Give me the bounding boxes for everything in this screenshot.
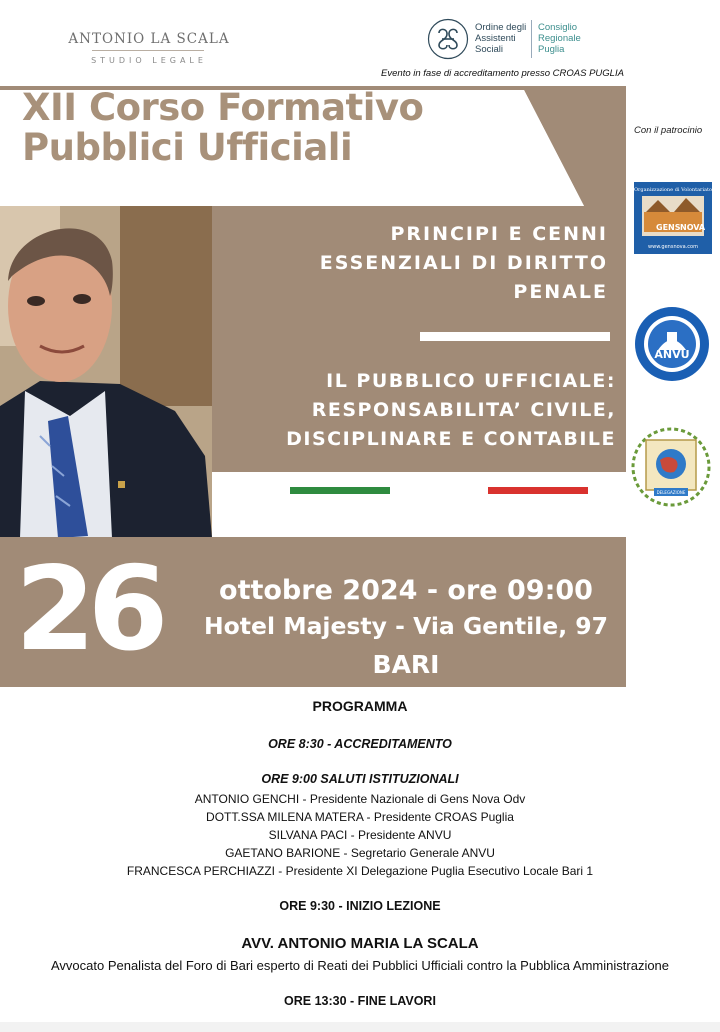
patronage-label: Con il patrocinio (634, 125, 703, 136)
order-name (475, 22, 526, 55)
program-greetings-title: ORE 9:00 SALUTI ISTITUZIONALI (261, 772, 459, 786)
greeting-line: SILVANA PACI - Presidente ANVU (268, 828, 452, 842)
greeting-line: DOTT.SSA MILENA MATERA - Presidente CROAS Puglia (206, 810, 514, 824)
course-title-line-2: Pubblici Ufficiali (22, 126, 353, 169)
event-day: 26 (15, 542, 161, 677)
firm-subtitle: STUDIO LEGALE (91, 56, 207, 65)
topic-one (320, 220, 608, 307)
firm-name: ANTONIO LA SCALA (68, 31, 230, 47)
event-city: BARI (372, 650, 440, 679)
gens-nova-word-1: GENS (656, 223, 681, 232)
topic-one-line-3: PENALE (513, 281, 608, 303)
speaker-description: Avvocato Penalista del Foro di Bari esperto di Reati dei Pubblici Ufficiali contro la Pubblica Amministrazione (50, 958, 670, 973)
event-date-time: ottobre 2024 - ore 09:00 (219, 575, 593, 606)
topic-two (286, 367, 616, 454)
firm-divider (92, 50, 204, 51)
header-separator (531, 20, 532, 58)
topic-two-line-2: RESPONSABILITA’ CIVILE, (311, 399, 616, 421)
event-venue: Hotel Majesty - Via Gentile, 97 (203, 612, 609, 640)
gens-nova-url: www.gensnova.com (648, 244, 698, 250)
council-line-3: Puglia (538, 44, 565, 55)
course-title-line-1: XII Corso Formativo (22, 86, 424, 129)
topic-divider (420, 332, 610, 341)
page-footer-strip (0, 1022, 720, 1032)
council-line-1: Consiglio (538, 22, 578, 33)
speaker-photo (0, 206, 212, 538)
greeting-line: ANTONIO GENCHI - Presidente Nazionale di Gens Nova Odv (194, 792, 526, 806)
council-name (538, 22, 581, 55)
gens-nova-tagline: Organizzazione di Volontariato (634, 187, 712, 193)
flag-red-stripe (488, 487, 588, 494)
gens-nova-word-2: NOVA (680, 223, 706, 232)
topic-two-line-1: IL PUBBLICO UFFICIALE: (326, 370, 616, 392)
anvu-logo-icon (634, 306, 710, 382)
topic-one-line-2: ESSENZIALI DI DIRITTO (319, 252, 608, 274)
flag-green-stripe (290, 487, 390, 494)
order-line-3: Sociali (475, 44, 503, 55)
accreditation-note: Evento in fase di accreditamento presso CROAS PUGLIA (381, 68, 624, 79)
delegation-logo-icon (630, 426, 712, 508)
topic-one-line-1: PRINCIPI E CENNI (390, 223, 608, 245)
gens-nova-logo-icon (634, 182, 712, 254)
speaker-name: AVV. ANTONIO MARIA LA SCALA (241, 935, 479, 952)
order-line-1: Ordine degli (475, 22, 527, 33)
greeting-line: GAETANO BARIONE - Segretario Generale ANVU (225, 846, 495, 860)
assistenti-sociali-logo-icon (427, 18, 469, 60)
order-line-2: Assistenti (475, 33, 516, 44)
program-lesson-start: ORE 9:30 - INIZIO LEZIONE (279, 899, 441, 913)
program-end: ORE 13:30 - FINE LAVORI (284, 994, 436, 1008)
council-line-2: Regionale (538, 33, 581, 44)
program-registration: ORE 8:30 - ACCREDITAMENTO (268, 737, 452, 751)
anvu-wordmark: ANVU (654, 348, 690, 361)
topic-two-line-3: DISCIPLINARE E CONTABILE (286, 428, 616, 450)
program-title: PROGRAMMA (312, 698, 408, 714)
delegation-wordmark: DELEGAZIONE (656, 490, 686, 495)
greeting-line: FRANCESCA PERCHIAZZI - Presidente XI Delegazione Puglia Esecutivo Locale Bari 1 (126, 864, 594, 878)
course-title (22, 88, 423, 168)
